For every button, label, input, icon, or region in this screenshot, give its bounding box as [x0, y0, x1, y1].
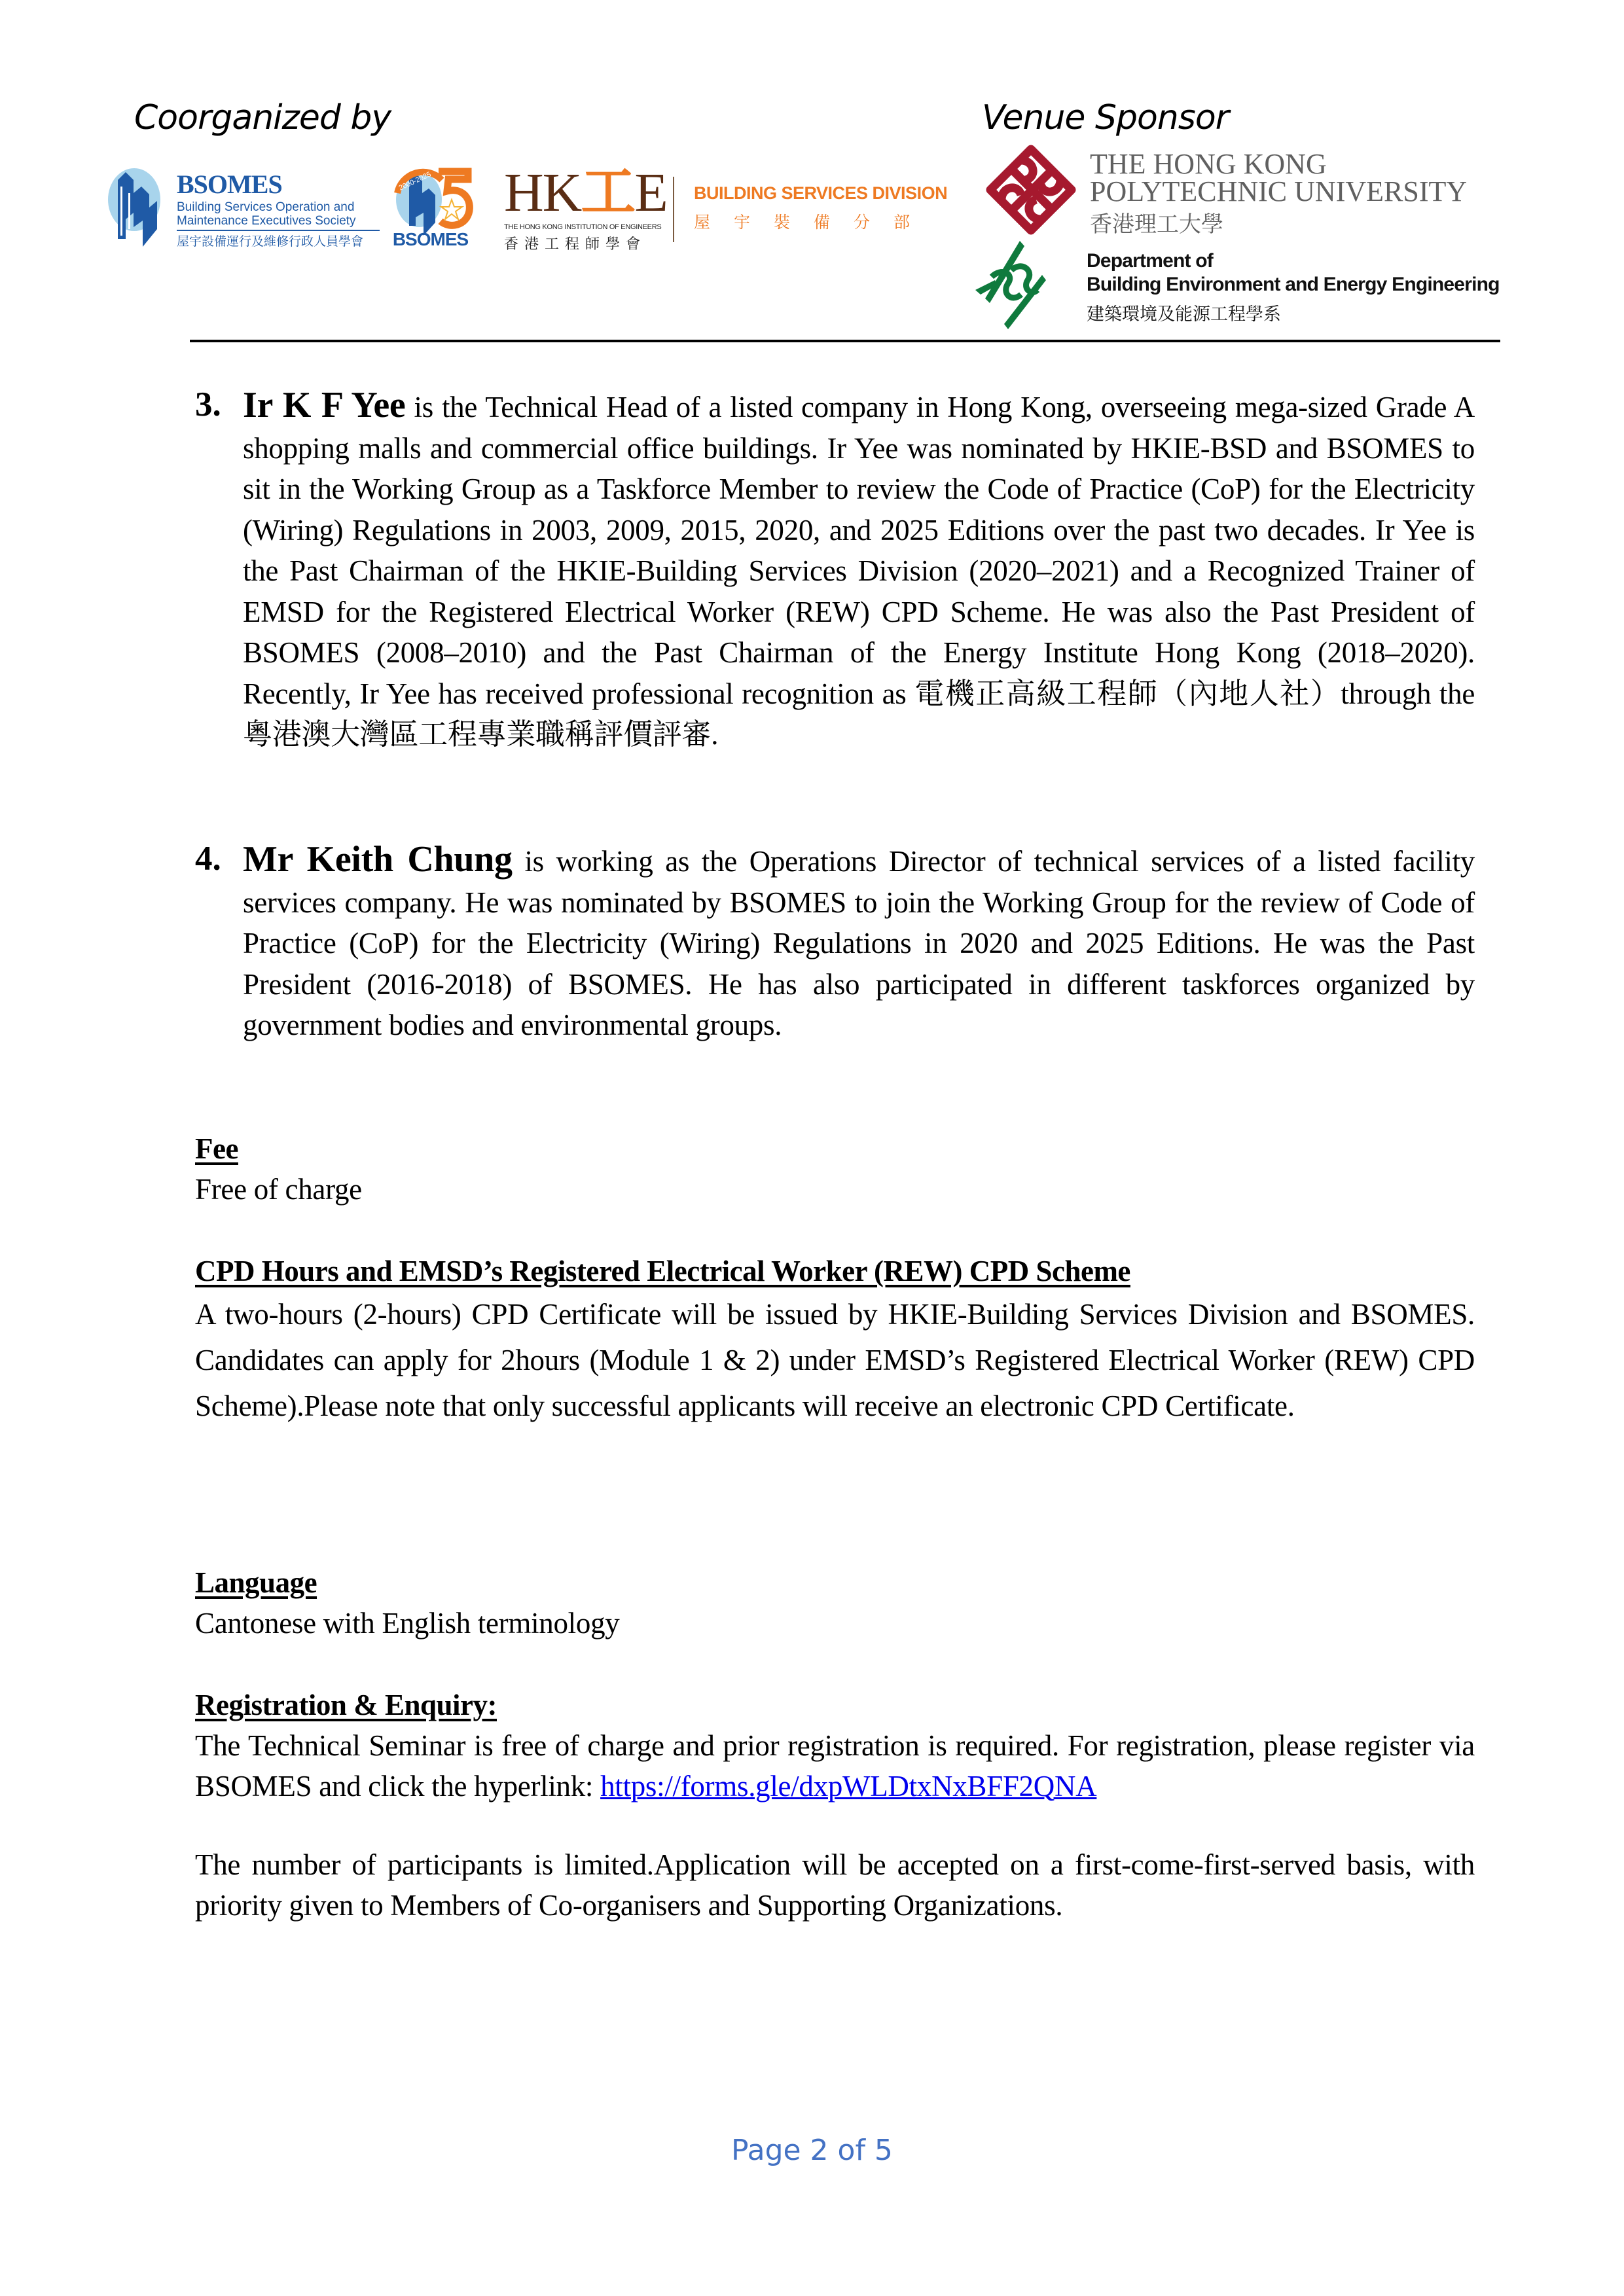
- bsomes-title: BSOMES: [177, 170, 282, 199]
- language-section: [195, 1562, 1475, 1643]
- polyu-name-line1: THE HONG KONG: [1090, 148, 1327, 180]
- speaker-bio-text: [243, 385, 1475, 755]
- bsomes-divider: [177, 230, 380, 231]
- bsomes-building-icon: [105, 167, 160, 249]
- fee-heading: Fee: [195, 1132, 238, 1165]
- hkie-divider: [673, 177, 674, 242]
- speaker-number: 4.: [195, 840, 221, 878]
- registration-form-link[interactable]: https://forms.gle/dxpWLDtxNxBFF2QNA: [600, 1770, 1097, 1803]
- speaker-name: Ir K F Yee: [243, 385, 406, 425]
- beee-name-line2: Building Environment and Energy Engineering: [1087, 274, 1500, 295]
- polyu-name-line2: POLYTECHNIC UNIVERSITY: [1090, 175, 1468, 207]
- cpd-section: [195, 1251, 1475, 1429]
- bsomes-25-text: BSOMES: [392, 229, 469, 249]
- participant-limit-section: [195, 1844, 1475, 1926]
- beee-department-icon: [975, 241, 1047, 329]
- page-number: Page 2 of 5: [731, 2134, 893, 2167]
- coorganized-by-label: Coorganized by: [134, 98, 391, 137]
- speaker-number: 3.: [195, 386, 221, 423]
- header-divider: [190, 340, 1500, 342]
- registration-text: [195, 1725, 1475, 1806]
- speaker-bio-4: [195, 839, 1475, 1046]
- polyu-chinese-name: 香港理工大學: [1090, 211, 1223, 238]
- cpd-heading: CPD Hours and EMSD’s Registered Electrical Worker (REW) CPD Scheme: [195, 1255, 1130, 1287]
- language-heading: Language: [195, 1566, 317, 1599]
- hkie-chinese-name: 香港工程師學會: [504, 236, 647, 253]
- bsd-chinese-name: 屋宇裝備分部: [694, 213, 934, 232]
- speaker-bio-text: [243, 839, 1475, 1046]
- registration-description: The Technical Seminar is free of charge and prior registration is required. For registration, please register via BSOMES and click the hyperlink:: [195, 1729, 1475, 1803]
- language-text: Cantonese with English terminology: [195, 1607, 620, 1640]
- hkie-bsd-logo: [504, 164, 949, 252]
- polyu-knot-icon: [985, 144, 1077, 236]
- beee-chinese-name: 建築環境及能源工程學系: [1087, 304, 1281, 325]
- speaker-description: is the Technical Head of a listed company in Hong Kong, overseeing mega-sized Grade A shopping malls and commercial office buildings. Ir Yee was nominated by HKIE-BSD and BSOMES to sit in the Working Group as a Taskforce Member to review the Code of Practice (CoP) for the Electricity (Wiring) Regulations in 2003, 2009, 2015, 2020, and 2025 Editions over the past two decades. Ir Yee is the Past Chairman of the HKIE-Building Services Division (2020–2021) and a Recognized Trainer of EMSD for the Registered Electrical Worker (REW) CPD Scheme. He was also the Past President of BSOMES (2008–2010) and the Past Chairman of the Energy Institute Hong Kong (2018–2020). Recently, Ir Yee has received professional recognition as 電機正高級工程師（內地人社）through the 粵港澳大灣區工程專業職稱評價評審.: [243, 391, 1475, 751]
- beee-name-line1: Department of: [1087, 250, 1213, 272]
- hkie-wordmark-mid: 工: [581, 162, 635, 223]
- fee-text: Free of charge: [195, 1173, 362, 1206]
- fee-section: [195, 1128, 1475, 1210]
- venue-sponsor-label: Venue Sponsor: [982, 98, 1229, 137]
- hkie-wordmark-e: E: [634, 162, 667, 223]
- speaker-name: Mr Keith Chung: [243, 839, 513, 880]
- registration-section: [195, 1685, 1475, 1806]
- cpd-text: A two-hours (2-hours) CPD Certificate will be issued by HKIE-Building Services Division and BSOMES. Candidates can apply for 2hours (Module 1 & 2) under EMSD’s Registered Electrical Worker (REW) CPD Scheme).Please note that only successful applicants will receive an electronic CPD Certificate.: [195, 1298, 1475, 1422]
- hkie-wordmark: [504, 164, 667, 223]
- bsomes-subtitle-line2: Maintenance Executives Society: [177, 214, 356, 228]
- polyu-logo: [985, 144, 1483, 236]
- bsomes-subtitle-line1: Building Services Operation and: [177, 200, 355, 214]
- speaker-description: is working as the Operations Director of technical services of a listed facility services company. He was nominated by BSOMES to join the Working Group for the review of Code of Practice (CoP) for the Electricity (Wiring) Regulations in 2020 and 2025 Editions. He was the Past President (2016-2018) of BSOMES. He has also participated in different taskforces organized by government bodies and environmental groups.: [243, 845, 1475, 1041]
- hkie-wordmark-hk: HK: [504, 162, 581, 223]
- bsd-english-name: BUILDING SERVICES DIVISION: [694, 183, 948, 203]
- registration-heading: Registration & Enquiry:: [195, 1689, 497, 1721]
- participant-limit-text: The number of participants is limited.Application will be accepted on a first-come-first-served basis, with priority given to Members of Co-organisers and Supporting Organizations.: [195, 1848, 1475, 1922]
- bsomes-subtitle: [177, 200, 356, 228]
- speaker-bio-3: [195, 385, 1475, 755]
- svg-text:2000-2025: 2000-2025: [397, 170, 433, 192]
- bsomes-chinese-name: 屋宇設備運行及維修行政人員學會: [177, 234, 364, 249]
- beee-logo: [975, 241, 1499, 332]
- bsomes-logo: [101, 164, 469, 252]
- hkie-english-name: THE HONG KONG INSTITUTION OF ENGINEERS: [504, 223, 662, 231]
